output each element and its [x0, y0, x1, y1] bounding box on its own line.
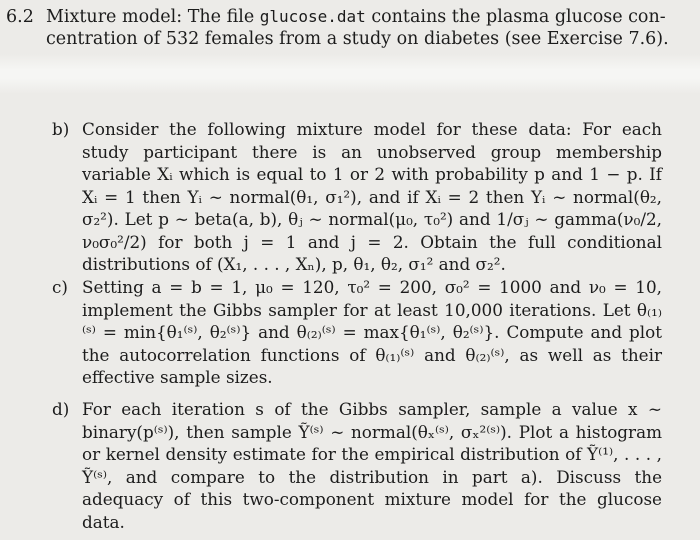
exercise-intro-line-1: [46, 6, 666, 28]
exercise-number: 6.2: [6, 7, 34, 27]
part-b: [52, 118, 662, 276]
redacted-band: [0, 54, 700, 94]
part-c: [52, 276, 662, 389]
part-d: [52, 398, 662, 533]
part-d-label: d): [52, 399, 70, 419]
filename: glucose.dat: [259, 7, 366, 26]
part-b-label: b): [52, 119, 70, 139]
part-c-label: c): [52, 277, 68, 297]
exercise-intro-line-2: centration of 532 females from a study on diabetes (see Exercise 7.6).: [46, 29, 669, 49]
part-b-text: Consider the following mixture model for these data: For each study participant there is an unobserved group membership variable Xᵢ which is equal to 1 or 2 with probability p and 1 − p. If Xᵢ = 1 then Yᵢ ∼ normal(θ₁, σ₁²), and if Xᵢ = 2 then Yᵢ ∼ normal(θ₂, σ₂²). Let p ∼ beta(a, b), θⱼ ∼ normal(μ₀, τ₀²) and 1/σⱼ ∼ gamma(ν₀/2, ν₀σ₀²/2) for both j = 1 and j = 2. Obtain the full conditional distributions of (X₁, . . . , Xₙ), p, θ₁, θ₂, σ₁² and σ₂².: [82, 119, 662, 274]
part-c-text: Setting a = b = 1, μ₀ = 120, τ₀² = 200, σ₀² = 1000 and ν₀ = 10, implement the Gibbs sampler for at least 10,000 iterations. Let θ₍₁₎⁽ˢ⁾ = min{θ₁⁽ˢ⁾, θ₂⁽ˢ⁾} and θ₍₂₎⁽ˢ⁾ = max{θ₁⁽ˢ⁾, θ₂⁽ˢ⁾}. Compute and plot the autocorrelation functions of θ₍₁₎⁽ˢ⁾ and θ₍₂₎⁽ˢ⁾, as well as their effective sample sizes.: [82, 277, 662, 387]
intro-text-a: Mixture model: The file: [46, 7, 260, 27]
part-d-text: For each iteration s of the Gibbs sampler, sample a value x ∼ binary(p⁽ˢ⁾), then sample Ỹ⁽ˢ⁾ ∼ normal(θₓ⁽ˢ⁾, σₓ²⁽ˢ⁾). Plot a histogram or kernel density estimate for the empirical distribution of Ỹ⁽¹⁾, . . . , Ỹ⁽ˢ⁾, and compare to the distribution in part a). Discuss the adequacy of this two-component mixture model for the glucose data.: [82, 399, 662, 532]
intro-text-b: contains the plasma glucose con-: [365, 7, 666, 27]
